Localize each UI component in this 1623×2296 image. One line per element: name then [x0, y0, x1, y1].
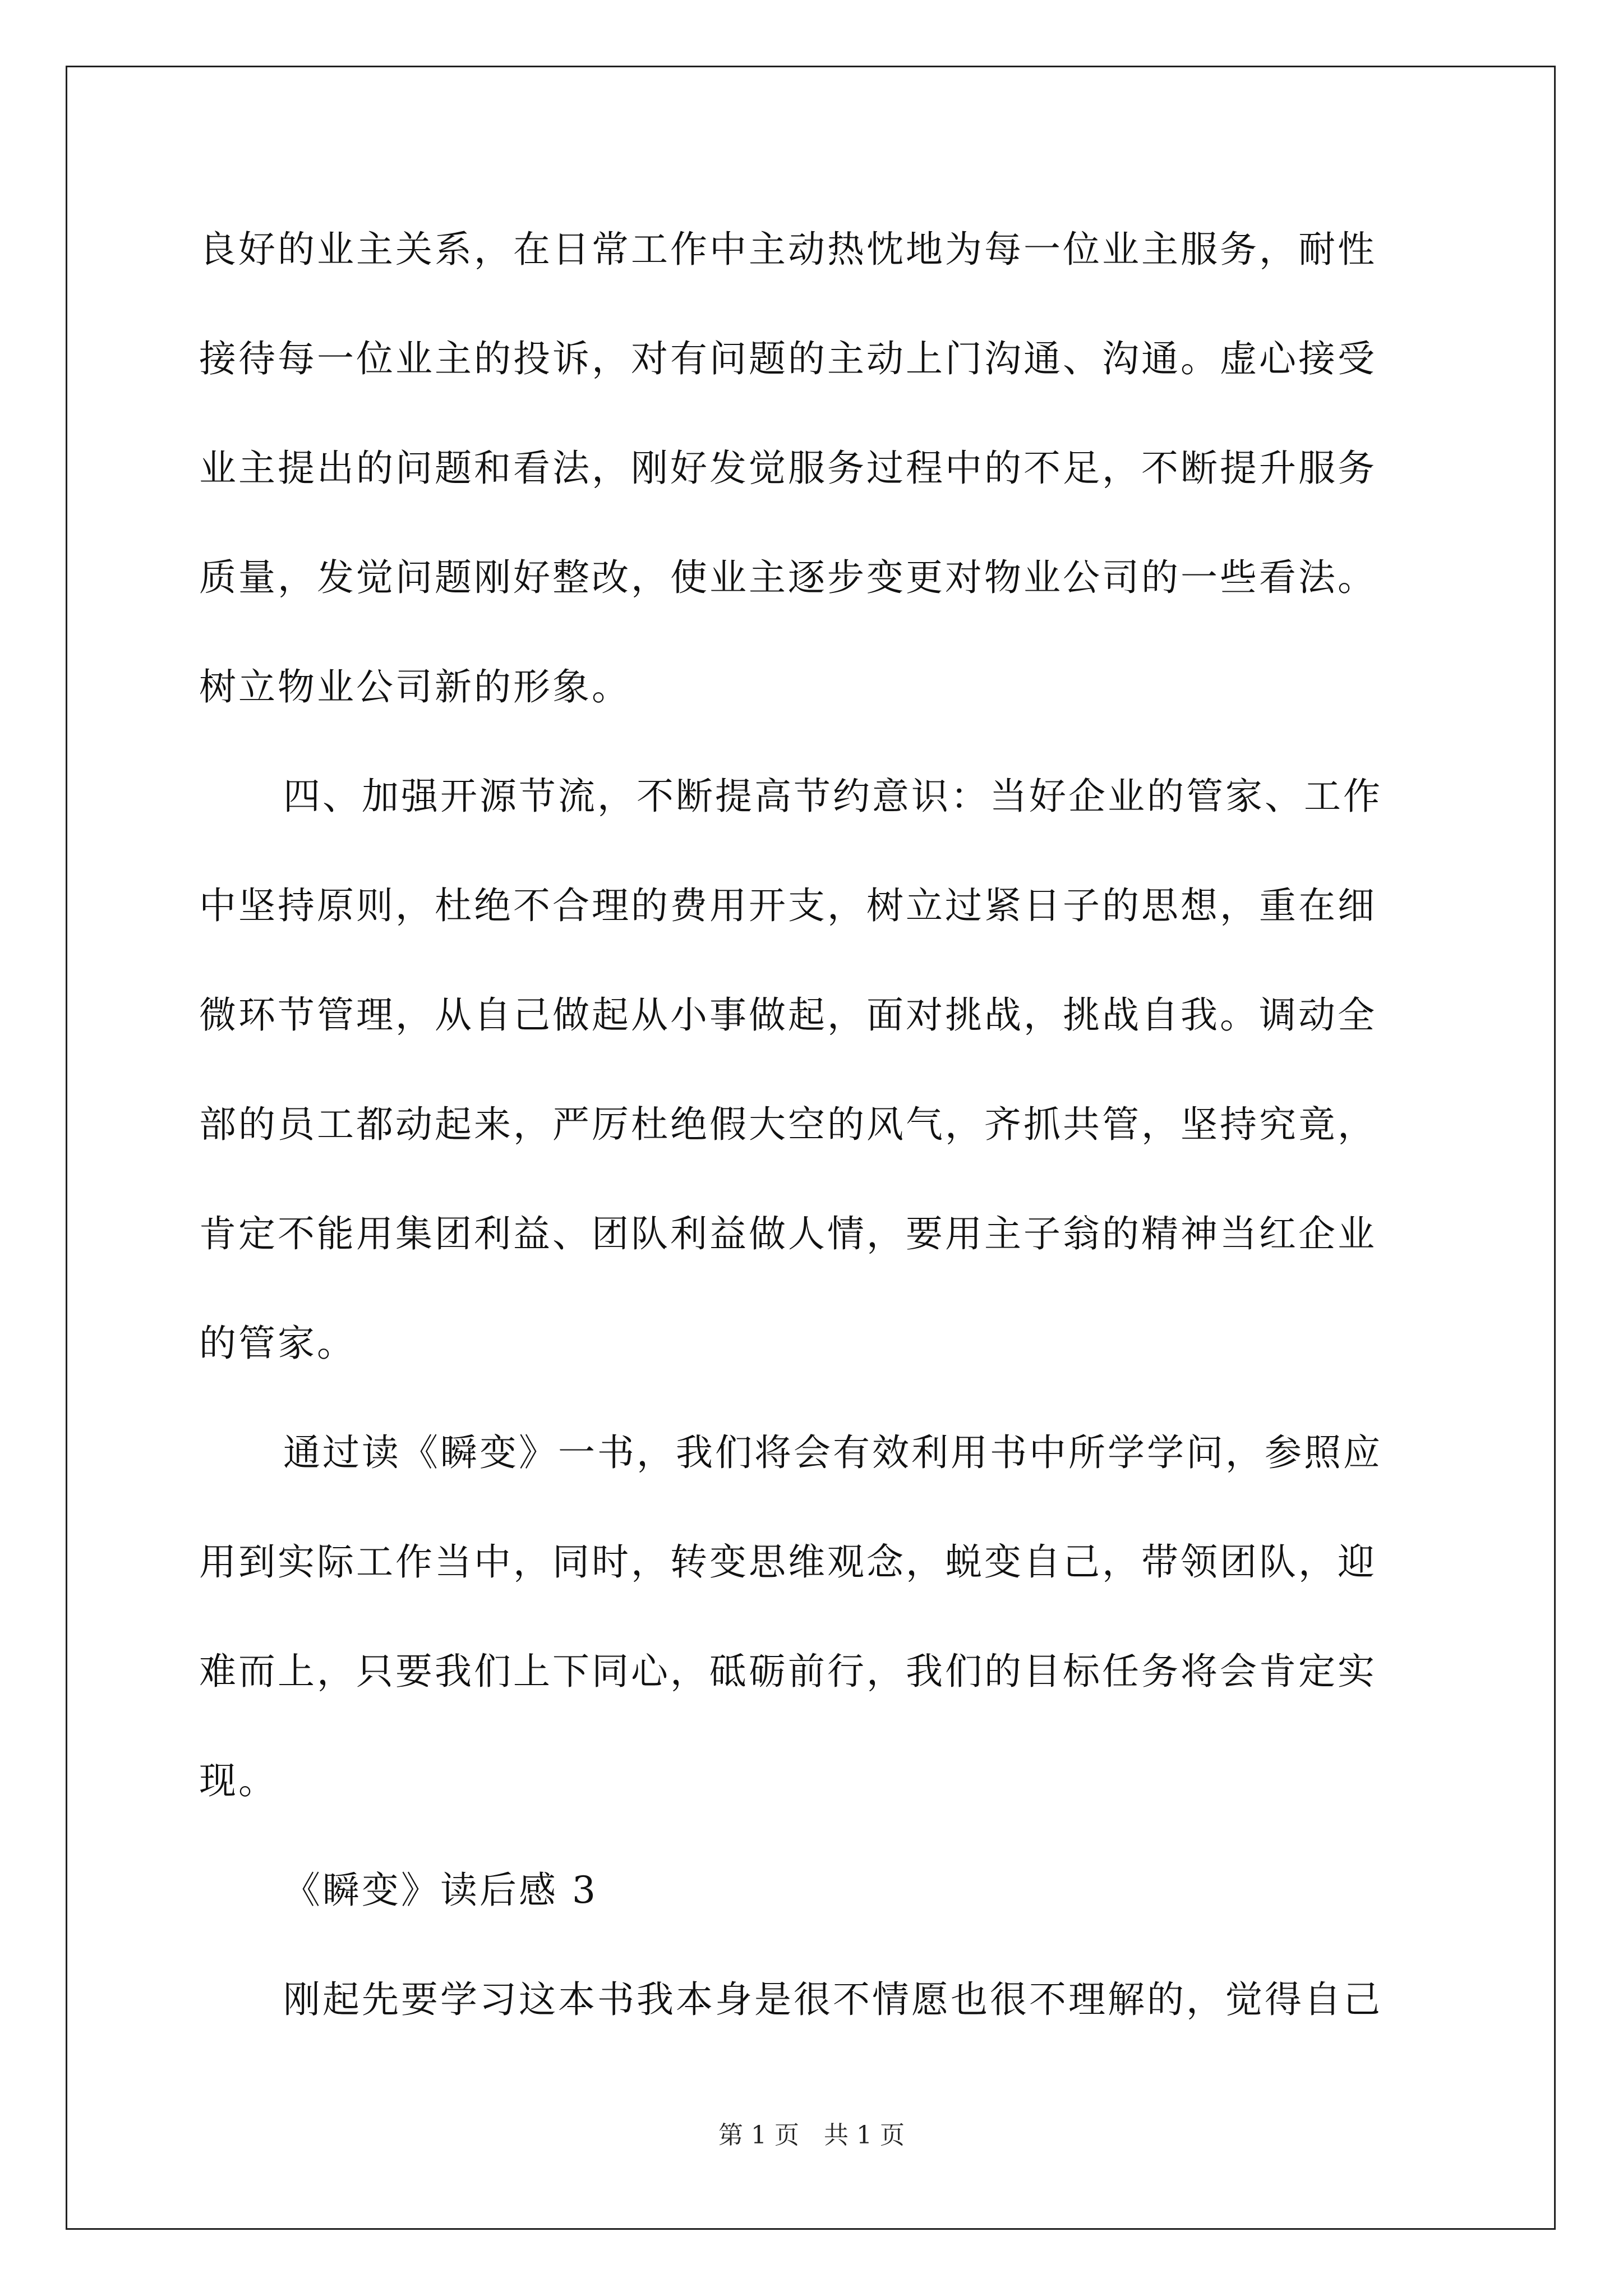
section-heading: 《瞬变》读后感 3 [283, 1869, 598, 1912]
text-line: 质量，发觉问题刚好整改，使业主逐步变更对物业公司的一些看法。 [199, 556, 1377, 599]
text-line: 的管家。 [199, 1322, 356, 1365]
text-line: 刚起先要学习这本书我本身是很不情愿也很不理解的，觉得自己 [283, 1978, 1382, 2021]
text-line: 四、加强开源节流，不断提高节约意识：当好企业的管家、工作 [283, 775, 1382, 818]
text-line: 难而上，只要我们上下同心，砥砺前行，我们的目标任务将会肯定实 [199, 1650, 1377, 1693]
text-line: 部的员工都动起来，严厉杜绝假大空的风气，齐抓共管，坚持究竟， [199, 1103, 1377, 1146]
page-footer: 第 1 页 共 1 页 [718, 2121, 905, 2150]
text-line: 业主提出的问题和看法，刚好发觉服务过程中的不足，不断提升服务 [199, 447, 1377, 490]
text-line: 接待每一位业主的投诉，对有问题的主动上门沟通、沟通。虚心接受 [199, 337, 1377, 380]
text-line: 通过读《瞬变》一书，我们将会有效利用书中所学学问，参照应 [283, 1431, 1382, 1474]
text-line: 树立物业公司新的形象。 [199, 665, 631, 708]
text-line: 用到实际工作当中，同时，转变思维观念，蜕变自己，带领团队，迎 [199, 1540, 1377, 1584]
text-line: 现。 [199, 1759, 278, 1802]
text-line: 肯定不能用集团利益、团队利益做人情，要用主子翁的精神当红企业 [199, 1212, 1377, 1255]
text-line: 良好的业主关系，在日常工作中主动热忱地为每一位业主服务，耐性 [199, 228, 1377, 271]
text-line: 微环节管理，从自己做起从小事做起，面对挑战，挑战自我。调动全 [199, 993, 1377, 1037]
text-line: 中坚持原则，杜绝不合理的费用开支，树立过紧日子的思想，重在细 [199, 884, 1377, 927]
